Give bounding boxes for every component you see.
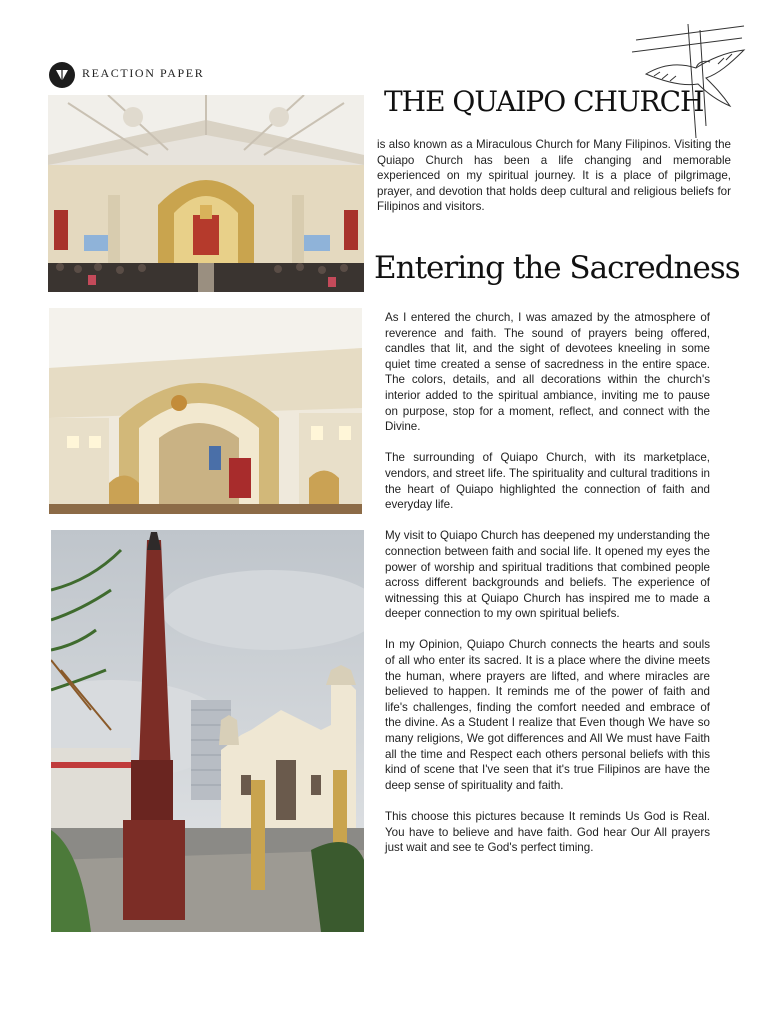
paragraph-1: As I entered the church, I was amazed by the atmosphere of reverence and faith. The sound of prayers being offered, candles that lit, and the sight of devotees kneeling in some quiet time created a sense of sacredness in the entire space. The colors, details, and all decorations within the church's interior added to the spiritual ambiance, inviting me to pause on purpose, stop for a moment, reflect, and connect with the Divine. (385, 311, 710, 434)
paragraph-4: In my Opinion, Quiapo Church connects the hearts and souls of all who enter its sacred. It is a place where the divine meets the human, where prayers are lifted, and where miracles are believed to happen. It reminds me of the power of faith and life's challenges, finding the comfort needed and embrace of the divine. As a Student I realize that Even though We have so many religions, We got differences and All We must have Faith all the time and Respect each others personal beliefs with this kind of scene that I've seen that it's true Filipinos are have the deep sense of spirituality and faith. (385, 638, 710, 792)
paragraph-2: The surrounding of Quiapo Church, with its marketplace, vendors, and street life. The spirituality and cultural traditions in the heart of Quiapo highlighted the connection of faith and everyday life. (385, 451, 710, 512)
body-column (385, 310, 710, 871)
church-interior-photo (48, 95, 364, 292)
dove-sketch-icon (626, 22, 752, 140)
intro-paragraph: is also known as a Miraculous Church for Many Filipinos. Visiting the Quiapo Church has been a life changing and memorable experienced on my spiritual journey. It is a place of pilgrimage, prayer, and devotion that holds deep cultural and religious beliefs for Filipinos and visitors. (377, 138, 731, 214)
paragraph-5: This choose this pictures because It reminds Us God is Real. You have to believe and have faith. God hear Our All prayers just wait and see te God's perfect timing. (385, 810, 710, 855)
brand-label: REACTION PAPER (82, 66, 205, 80)
brand-logo-icon (49, 62, 75, 88)
page-title: THE QUAIPO CHURCH (384, 85, 704, 118)
paragraph-3: My visit to Quiapo Church has deepened my understanding the connection between faith and social life. It opened my eyes the power of worship and spiritual traditions that combined people across different backgrounds and beliefs. The experience of witnessing this at Quiapo Church has inspired me to made a deeper connection to my own spiritual beliefs. (385, 529, 710, 621)
section-title: Entering the Sacredness (374, 250, 740, 286)
church-arches-photo (49, 308, 362, 514)
church-exterior-photo (51, 530, 364, 932)
